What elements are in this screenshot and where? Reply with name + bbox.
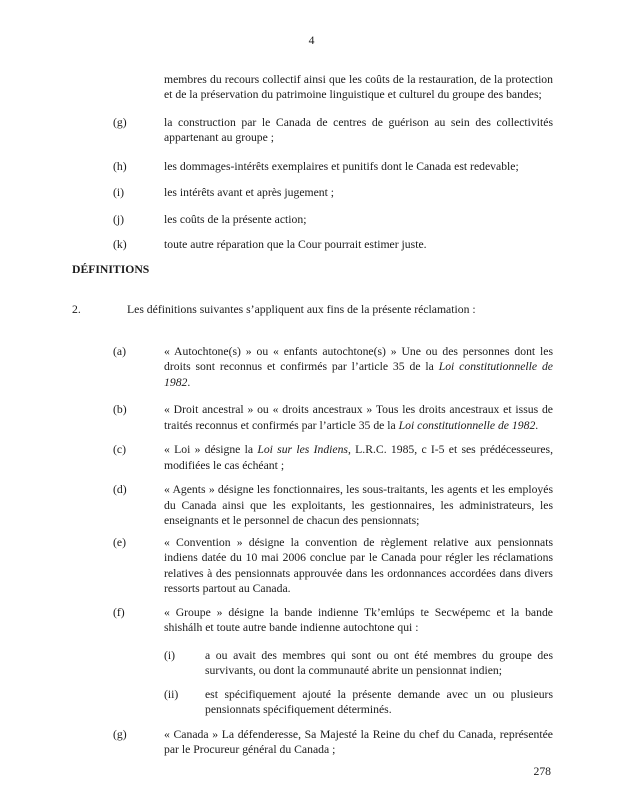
section-heading-definitions: DÉFINITIONS xyxy=(72,262,150,276)
list-text: toute autre réparation que la Cour pourrait estimer juste. xyxy=(164,238,427,251)
definition-text: « Agents » désigne les fonctionnaires, les sous-traitants, les agents et les employés du Canada ainsi que les exploitants, les gestionnaires, les administrateurs, les enseignants et le personnel de chacun des pensionnats; xyxy=(164,483,553,527)
list-marker: (i) xyxy=(164,648,176,662)
definition-text: « Convention » désigne la convention de règlement relative aux pensionnats indiens datée du 10 mai 2006 conclue par le Canada pour régler les réclamations relatives à des pensionnats approuvée dans les ordonnances accordées dans divers ressorts partout au Canada. xyxy=(164,535,553,595)
list-text: les intérêts avant et après jugement ; xyxy=(164,186,335,199)
definition-item-b xyxy=(72,402,553,433)
definition-item-d xyxy=(72,482,553,529)
text-segment: « Autochtone(s) » ou « enfants autochtone(s) » Une ou des personnes dont les droits sont reconnus et confirmés par l’article 35 de la xyxy=(164,344,553,373)
definition-item-f xyxy=(72,605,553,636)
list-marker: (k) xyxy=(113,238,127,251)
definition-item-g xyxy=(72,727,553,758)
relief-item-j xyxy=(72,212,553,228)
definition-item-e xyxy=(72,535,553,597)
list-marker: (e) xyxy=(113,535,126,549)
list-text: la construction par le Canada de centres de guérison au sein des collectivités appartenant au groupe ; xyxy=(164,115,553,144)
list-marker: (b) xyxy=(113,403,127,416)
definition-text: « Canada » La défenderesse, Sa Majesté la Reine du chef du Canada, représentée par le Procureur général du Canada ; xyxy=(164,727,553,756)
definition-subitem-ii xyxy=(72,687,553,718)
italic-citation: Loi constitutionnelle de 1982 xyxy=(164,360,553,389)
list-marker: (d) xyxy=(113,483,127,496)
definition-item-c xyxy=(72,442,553,473)
text-segment: « Droit ancestral » ou « droits ancestraux » Tous les droits ancestraux et issus de traités reconnus et confirmés par l’article 35 de la xyxy=(164,403,553,432)
paragraph-2 xyxy=(72,302,553,318)
definition-text: a ou avait des membres qui sont ou ont été membres du groupe des survivants, ou dont la communauté abrite un pensionnat indien; xyxy=(205,648,553,677)
text-segment: . xyxy=(187,375,191,389)
header-page-number: 4 xyxy=(308,34,315,47)
relief-item-i xyxy=(72,185,553,201)
list-marker: (ii) xyxy=(164,687,179,701)
italic-citation: Loi sur les Indiens xyxy=(257,443,348,456)
definition-subitem-i xyxy=(72,648,553,679)
definition-text: est spécifiquement ajouté la présente demande avec un ou plusieurs pensionnats spécifiquement déterminés. xyxy=(205,687,553,716)
definition-text xyxy=(164,344,553,391)
paragraph-continuation: membres du recours collectif ainsi que les coûts de la restauration, de la protection et de la préservation du patrimoine linguistique et culturel du groupe des bandes; xyxy=(164,72,553,101)
list-text: les dommages-intérêts exemplaires et punitifs dont le Canada est redevable; xyxy=(164,159,519,173)
definition-item-a xyxy=(72,344,553,391)
definition-text: « Groupe » désigne la bande indienne Tk’emlúps te Secwépemc et la bande shishálh et toute autre bande indienne autochtone qui : xyxy=(164,605,553,634)
document-content xyxy=(72,72,553,758)
relief-item-k xyxy=(72,237,553,253)
list-marker: (f) xyxy=(113,605,125,619)
paragraph-number: 2. xyxy=(72,303,81,316)
list-marker: (g) xyxy=(113,727,127,741)
text-segment: , L.R.C. 1985, c I-5 et ses prédécesseures, modifiées le cas échéant ; xyxy=(164,443,553,472)
definition-text xyxy=(164,402,553,433)
footer-page-number: 278 xyxy=(533,765,551,778)
list-marker: (i) xyxy=(113,186,125,199)
list-marker: (h) xyxy=(113,159,127,173)
list-marker: (c) xyxy=(113,443,126,456)
relief-item-h xyxy=(72,159,553,175)
italic-citation: Loi constitutionnelle de 1982 xyxy=(398,418,536,432)
definition-text xyxy=(164,442,553,473)
text-segment: « Loi » désigne la xyxy=(164,443,258,456)
text-segment: . xyxy=(535,418,539,432)
relief-item-g xyxy=(72,115,553,146)
paragraph-text: Les définitions suivantes s’appliquent aux fins de la présente réclamation : xyxy=(127,303,476,316)
list-marker: (a) xyxy=(113,344,126,358)
list-text: les coûts de la présente action; xyxy=(164,212,307,226)
list-marker: (j) xyxy=(113,212,125,226)
list-marker: (g) xyxy=(113,115,127,129)
